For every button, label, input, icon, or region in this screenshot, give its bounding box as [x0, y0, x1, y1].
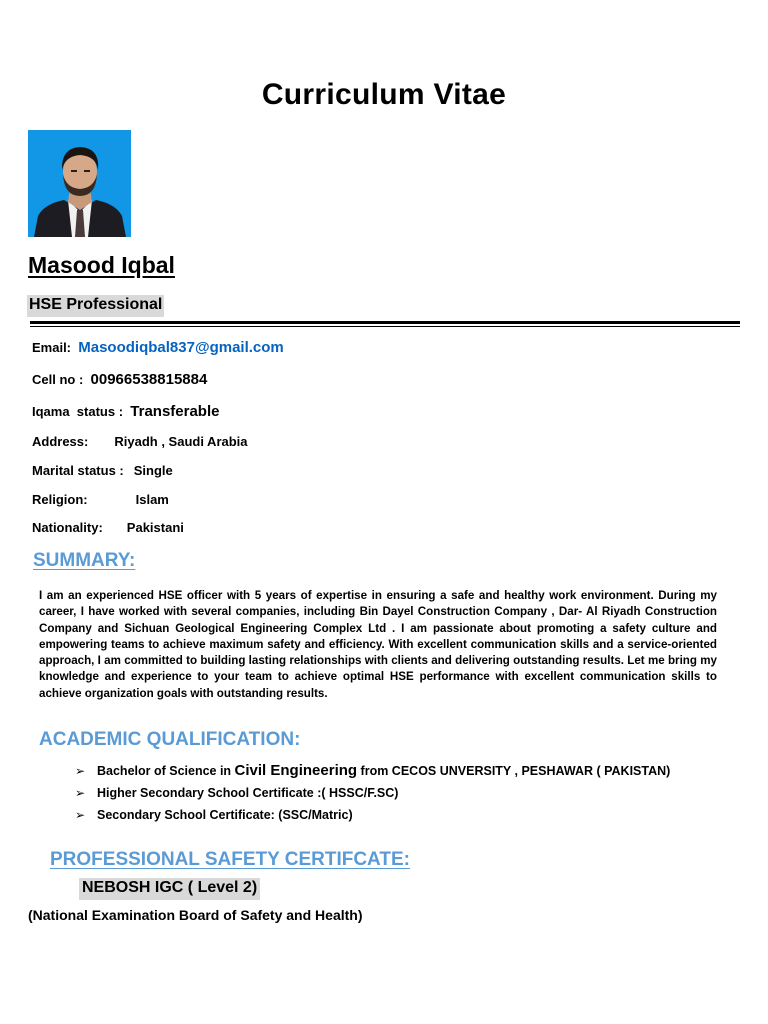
- iqama-value: Transferable: [130, 403, 220, 420]
- email-label: Email:: [32, 340, 72, 355]
- list-item: [75, 782, 670, 804]
- marital-row: [32, 463, 173, 478]
- certificate-full-name: (National Examination Board of Safety and Health): [28, 907, 363, 923]
- iqama-label: Iqama status :: [32, 404, 124, 419]
- nationality-value: Pakistani: [126, 520, 184, 535]
- list-item: [75, 760, 670, 782]
- marital-value: Single: [133, 463, 173, 478]
- academic-list: [75, 760, 670, 826]
- arrow-bullet-icon: ➢: [75, 808, 86, 822]
- job-title: HSE Professional: [27, 295, 164, 317]
- address-value: Riyadh , Saudi Arabia: [114, 434, 248, 449]
- cell-label: Cell no :: [32, 372, 84, 387]
- qualification-text: Higher Secondary School Certificate :( HSSC/F.SC): [97, 786, 399, 800]
- header-divider-thin: [30, 326, 740, 327]
- academic-heading: ACADEMIC QUALIFICATION:: [39, 729, 301, 750]
- religion-row: [32, 492, 169, 507]
- nationality-label: Nationality:: [32, 520, 103, 535]
- religion-value: Islam: [135, 492, 169, 507]
- email-row: [32, 339, 284, 356]
- certificate-heading: PROFESSIONAL SAFETY CERTIFCATE:: [50, 849, 410, 870]
- summary-heading: SUMMARY:: [33, 550, 136, 571]
- arrow-bullet-icon: ➢: [75, 786, 86, 800]
- nationality-row: [32, 520, 184, 535]
- address-label: Address:: [32, 434, 89, 449]
- list-item: [75, 804, 670, 826]
- summary-text: I am an experienced HSE officer with 5 years of expertise in ensuring a safe and healthy work environment. During my career, I have worked with several companies, including Bin Dayel Construction Company , Dar- Al Riyadh Construction Company and Sichuan Geological Engineering Complex Ltd . I am passionate about promoting a safety culture and empowering teams to achieve maximum safety and efficiency. With excellent communication skills and a service-oriented approach, I am committed to building lasting relationships with clients and delivering outstanding results. Let me bring my knowledge and experience to your team to achieve optimal HSE performance with excellent communication skills to achieve organization goals with outstanding results.: [39, 589, 717, 700]
- person-name: Masood Iqbal: [28, 252, 175, 278]
- email-link[interactable]: Masoodiqbal837@gmail.com: [78, 339, 284, 356]
- profile-photo: [28, 130, 131, 237]
- marital-label: Marital status :: [32, 463, 124, 478]
- qualification-major: Civil Engineering: [234, 762, 358, 779]
- qualification-institution: from CECOS UNVERSITY , PESHAWAR ( PAKISTAN): [357, 764, 671, 778]
- address-row: [32, 434, 248, 449]
- header-divider: [30, 321, 740, 324]
- qualification-text: Bachelor of Science in: [97, 764, 235, 778]
- qualification-text: Secondary School Certificate: (SSC/Matric): [97, 808, 353, 822]
- certificate-name: NEBOSH IGC ( Level 2): [79, 878, 260, 900]
- document-title: Curriculum Vitae: [261, 78, 507, 111]
- cell-row: [32, 371, 207, 388]
- arrow-bullet-icon: ➢: [75, 764, 86, 778]
- cell-value: 00966538815884: [90, 371, 208, 388]
- iqama-row: [32, 403, 219, 420]
- religion-label: Religion:: [32, 492, 88, 507]
